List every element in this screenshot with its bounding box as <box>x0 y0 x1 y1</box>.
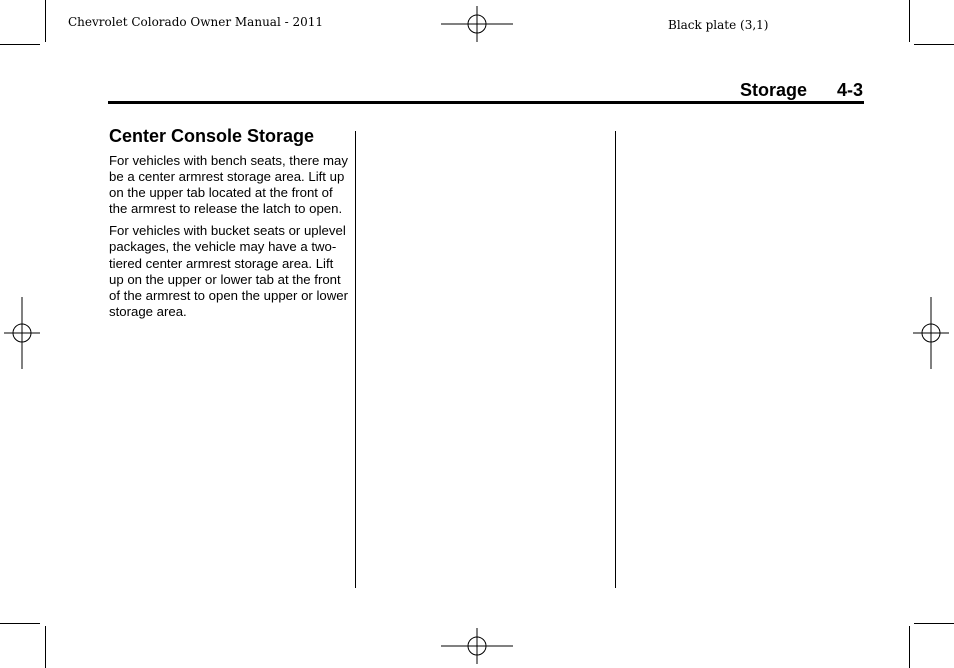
plate-label-slug: Black plate (3,1) <box>668 18 769 32</box>
crop-mark-br-vertical <box>909 626 910 668</box>
crop-mark-tr-horizontal <box>914 44 954 45</box>
crop-mark-tr-vertical <box>909 0 910 42</box>
manual-title-slug: Chevrolet Colorado Owner Manual - 2011 <box>68 15 324 29</box>
registration-mark-bottom-icon <box>441 628 513 664</box>
registration-mark-top-icon <box>441 6 513 42</box>
crop-mark-tl-horizontal <box>0 44 40 45</box>
section-heading: Center Console Storage <box>109 126 315 146</box>
crop-mark-br-horizontal <box>914 623 954 624</box>
column-divider-1 <box>355 131 356 588</box>
crop-mark-tl-vertical <box>45 0 46 42</box>
paragraph-bench-seats: For vehicles with bench seats, there may be a center armrest storage area. Lift up on the upper tab located at the front of the armrest to release the latch to open. <box>109 153 348 217</box>
page-header <box>740 80 863 101</box>
header-rule <box>108 101 864 104</box>
column-divider-2 <box>615 131 616 588</box>
crop-mark-bl-vertical <box>45 626 46 668</box>
section-title: Storage <box>739 80 807 100</box>
page-number: 4-3 <box>836 80 863 100</box>
registration-mark-left-icon <box>4 297 40 369</box>
content-column <box>109 126 349 326</box>
crop-mark-bl-horizontal <box>0 623 40 624</box>
registration-mark-right-icon <box>913 297 949 369</box>
paragraph-bucket-seats: For vehicles with bucket seats or uplevel packages, the vehicle may have a two-tiered center armrest storage area. Lift up on the upper or lower tab at the front of the armrest to open the upper or lower storage area. <box>109 223 348 319</box>
